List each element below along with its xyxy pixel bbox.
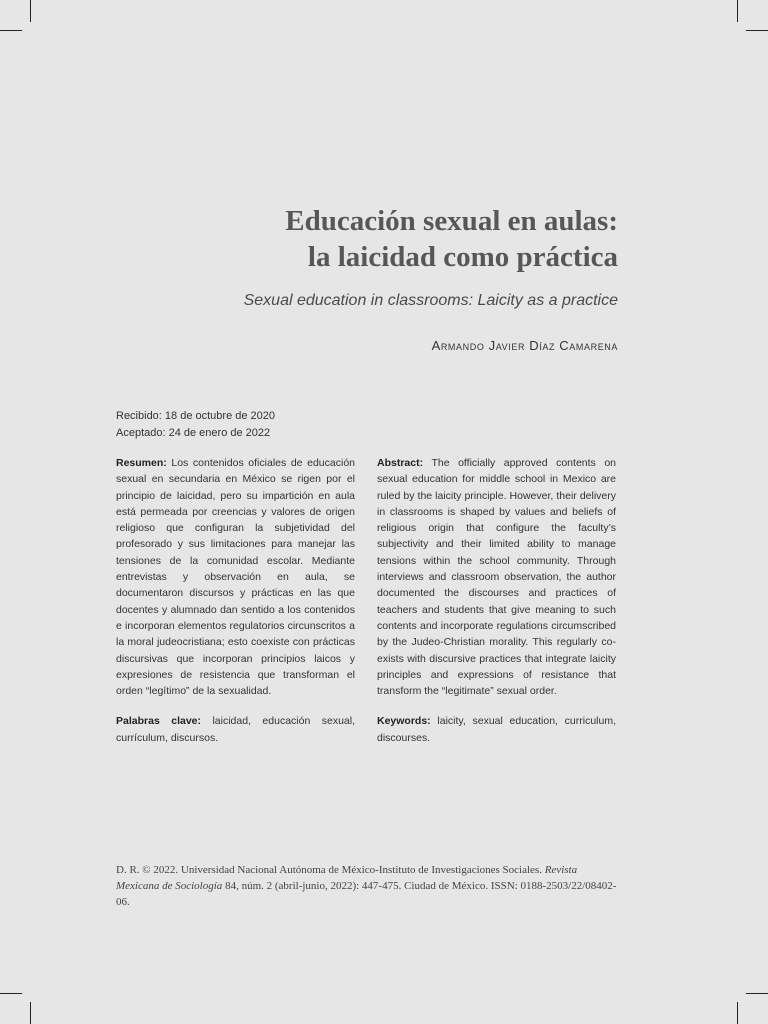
copyright-footer [116,862,621,910]
footer-journal: Revista Mexicana de Sociología [116,864,578,892]
spanish-column [116,455,355,760]
received-date: Recibido: 18 de octubre de 2020 [116,410,276,422]
resumen-text: Los contenidos oficiales de educación sexual en secundaria en México se rigen por el principio de laicidad, pero su impartición en aula está permeada por creencias y valores de origen religioso que configuran la subjetividad del profesorado y sus limitaciones para manejar las tensiones de la comunidad escolar. Mediante entrevistas y observación en aula, se documentaron discursos y prácticas en las que docentes y alumnado dan sentido a los contenidos e incorporan elementos regulatorios circunscritos a la moral judeocristiana; esto coexiste con prácticas discursivas que incorporan principios laicos y expresiones de resistencia que transforman el orden “legítimo” de la sexualidad. [116,457,355,698]
author-name: Armando Javier Díaz Camarena [431,338,618,353]
footer-pre: D. R. © 2022. Universidad Nacional Autónoma de México-Instituto de Investigaciones Sociales. [116,864,545,876]
article-subtitle: Sexual education in classrooms: Laicity as a practice [243,292,618,309]
resumen-label: Resumen: [116,457,167,469]
crop-mark-bottom-left-h [0,993,22,994]
crop-mark-bottom-right-h [746,993,768,994]
resumen-paragraph [116,455,355,699]
crop-mark-top-right-h [746,30,768,31]
palabras-clave-paragraph [116,713,355,746]
english-column [377,455,616,760]
article-title-line-2: la laicidad como práctica [307,241,618,273]
footer-post: 84, núm. 2 (abril-junio, 2022): 447-475. Ciudad de México. ISSN: 0188-2503/22/08402-06. [116,880,617,908]
palabras-clave-label: Palabras clave: [116,715,201,728]
keywords-text: laicity, sexual education, curriculum, discourses. [377,715,617,744]
keywords-label: Keywords: [377,715,431,728]
crop-mark-top-right-v [737,0,738,22]
article-title [58,203,618,275]
palabras-clave-text: laicidad, educación sexual, currículum, discursos. [116,715,356,744]
keywords-paragraph [377,713,616,746]
crop-mark-bottom-left-v [30,1002,31,1024]
abstract-label: Abstract: [377,457,424,469]
abstract-text: The officially approved contents on sexual education for middle school in Mexico are ruled by the laicity principle. However, their delivery in classrooms is shaped by values and beliefs of religious origin that configure the faculty’s subjectivity and their limited ability to manage tensions within the school community. Through interviews and classroom observation, the author documented the discourses and practices of teachers and students that give meaning to such contents and incorporate regulations circumscribed by the Judeo-Christian morality. This regularly co-exists with discursive practices that integrate laicity principles and expressions of resistance that transform the “legitimate” sexual order. [377,457,617,698]
crop-mark-top-left-h [0,30,22,31]
accepted-date: Aceptado: 24 de enero de 2022 [116,427,271,439]
article-title-line-1: Educación sexual en aulas: [285,205,618,237]
abstract-paragraph [377,455,616,699]
article-dates [116,408,275,442]
crop-mark-top-left-v [30,0,31,22]
crop-mark-bottom-right-v [737,1002,738,1024]
